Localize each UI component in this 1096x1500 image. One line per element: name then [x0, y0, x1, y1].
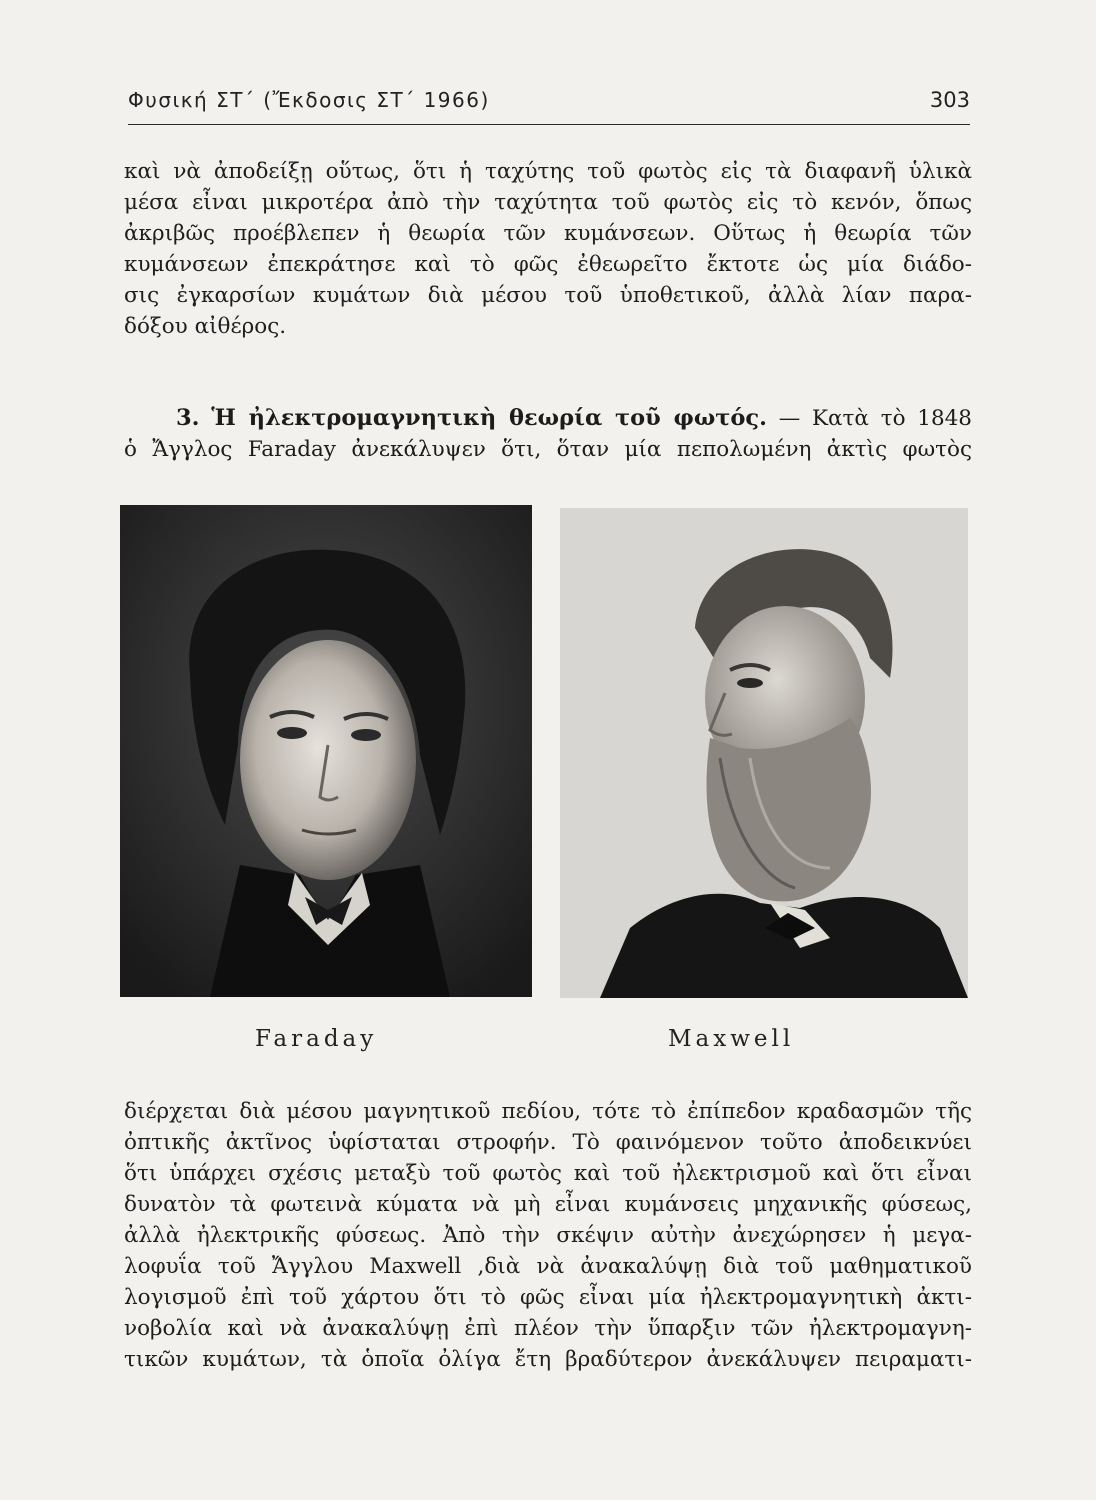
text-line: καὶ νὰ ἀποδείξῃ οὕτως, ὅτι ἡ ταχύτης τοῦ φωτὸς εἰς τὰ διαφανῆ ὑλικὰ	[124, 159, 972, 184]
section-number: 3.	[176, 405, 200, 431]
text-line: λοφυΐα τοῦ Ἄγγλου Maxwell ,διὰ νὰ ἀνακαλύψῃ διὰ τοῦ μαθηματικοῦ	[124, 1254, 972, 1279]
text-line: μέσα εἶναι μικροτέρα ἀπὸ τὴν ταχύτητα τοῦ φωτὸς εἰς τὸ κενόν, ὅπως	[124, 190, 972, 215]
section-3-heading-paragraph	[124, 402, 972, 466]
text-line: ὁ Ἄγγλος Faraday ἀνεκάλυψεν ὅτι, ὅταν μία πεπολωμένη ἀκτὶς φωτὸς	[124, 437, 972, 462]
text-line: ὀπτικῆς ἀκτῖνος ὑφίσταται στροφήν. Τὸ φαινόμενον τοῦτο ἀποδεικνύει	[124, 1130, 972, 1155]
text-line: δυνατὸν τὰ φωτεινὰ κύματα νὰ μὴ εἶναι κυμάνσεις μηχανικῆς φύσεως,	[124, 1192, 972, 1217]
faraday-caption: Faraday	[255, 1026, 378, 1052]
text-line: διέρχεται διὰ μέσου μαγνητικοῦ πεδίου, τότε τὸ ἐπίπεδον κραδασμῶν τῆς	[124, 1099, 972, 1124]
text-line: ἀλλὰ ἠλεκτρικῆς φύσεως. Ἀπὸ τὴν σκέψιν αὐτὴν ἀνεχώρησεν ἡ μεγα-	[124, 1223, 972, 1248]
maxwell-portrait	[560, 508, 968, 998]
text-line: νοβολία καὶ νὰ ἀνακαλύψῃ ἐπὶ πλέον τὴν ὕπαρξιν τῶν ἠλεκτρομαγνη-	[124, 1316, 972, 1341]
page-number: 303	[929, 88, 970, 112]
running-header	[128, 84, 970, 125]
running-title: Φυσική ΣΤ΄ (Ἔκδοσις ΣΤ΄ 1966)	[128, 88, 490, 112]
text-line: κυμάνσεων ἐπεκράτησε καὶ τὸ φῶς ἐθεωρεῖτο ἔκτοτε ὡς μία διάδο-	[124, 252, 972, 277]
paragraph-wave-theory	[124, 156, 972, 342]
section-heading-line	[124, 402, 972, 434]
text-line: τικῶν κυμάτων, τὰ ὁποῖα ὀλίγα ἔτη βραδύτερον ἀνεκάλυψεν πειραματι-	[124, 1347, 972, 1372]
text-line: ἀκριβῶς προέβλεπεν ἡ θεωρία τῶν κυμάνσεων. Οὕτως ἡ θεωρία τῶν	[124, 221, 972, 246]
section-intro-text: — Κατὰ τὸ 1848	[778, 406, 972, 431]
text-line: ὅτι ὑπάρχει σχέσις μεταξὺ τοῦ φωτὸς καὶ τοῦ ἠλεκτρισμοῦ καὶ ὅτι εἶναι	[124, 1161, 972, 1186]
maxwell-caption: Maxwell	[668, 1026, 795, 1052]
section-title: Ἡ ἠλεκτρομαγνητικὴ θεωρία τοῦ φωτός.	[211, 405, 767, 431]
text-line: δόξου αἰθέρος.	[124, 314, 287, 339]
paragraph-electromagnetic-theory	[124, 1096, 972, 1375]
faraday-portrait	[120, 505, 532, 997]
text-line: λογισμοῦ ἐπὶ τοῦ χάρτου ὅτι τὸ φῶς εἶναι μία ἠλεκτρομαγνητικὴ ἀκτι-	[124, 1285, 972, 1310]
text-line: σις ἐγκαρσίων κυμάτων διὰ μέσου τοῦ ὑποθετικοῦ, ἀλλὰ λίαν παρα-	[124, 283, 972, 308]
